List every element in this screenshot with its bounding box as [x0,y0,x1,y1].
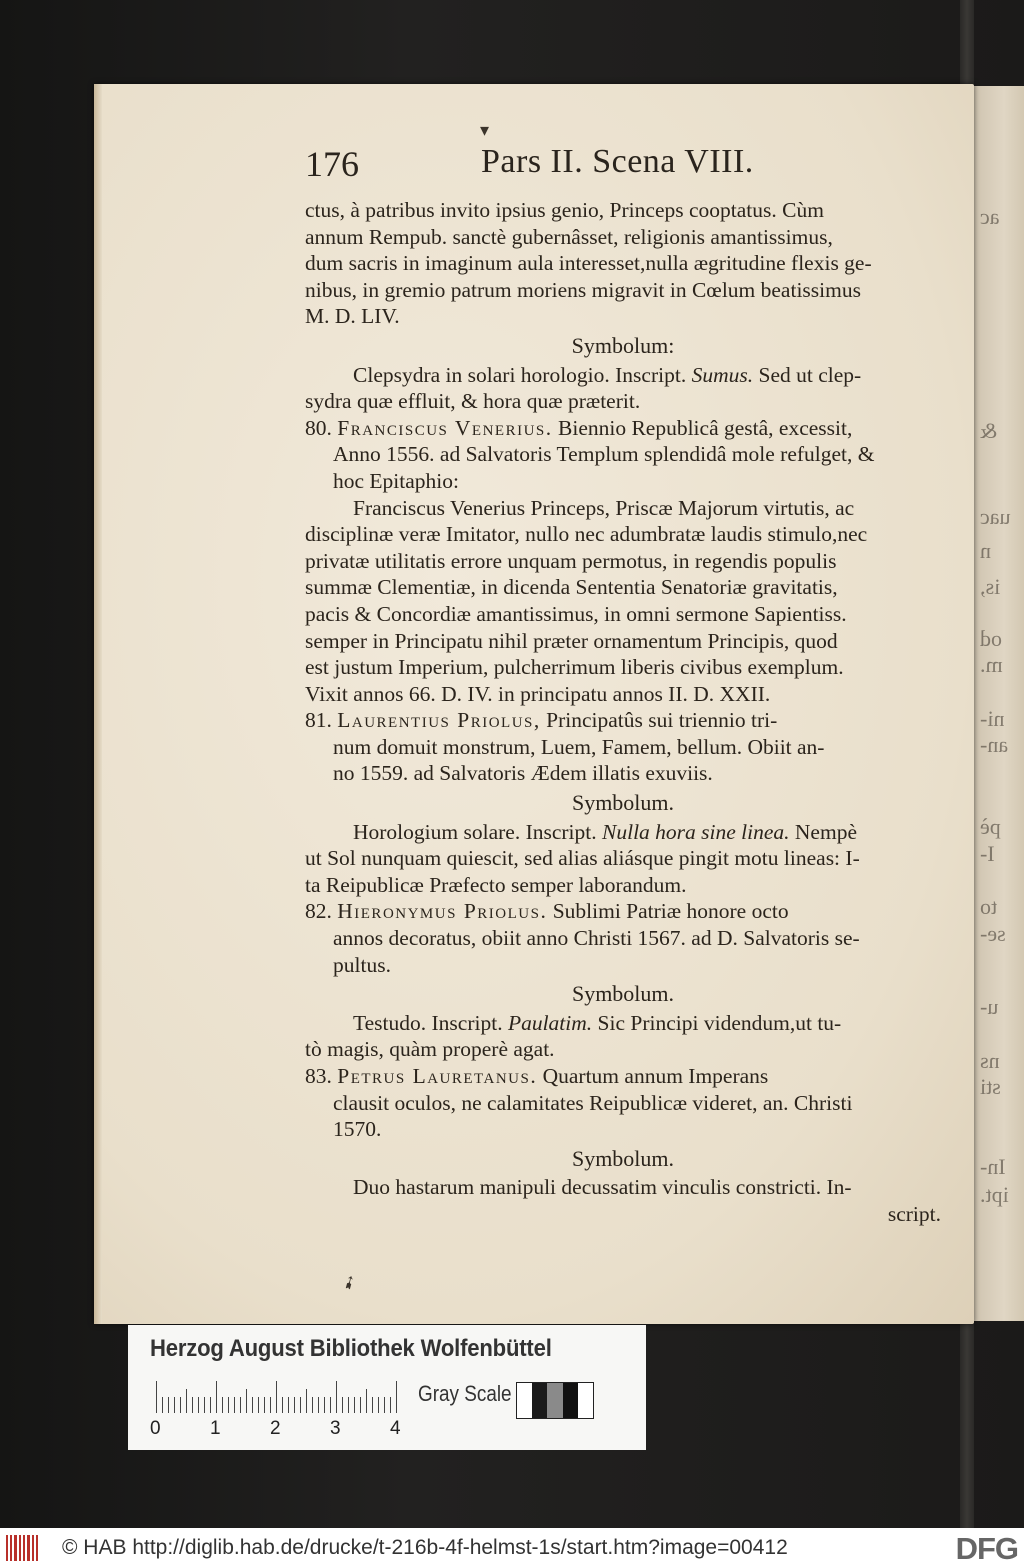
gray-swatch [532,1383,547,1418]
page-text [305,197,941,1228]
ruler-tick [216,1381,217,1413]
ruler-tick [240,1397,241,1413]
gray-swatch [547,1383,562,1418]
gray-swatch [578,1383,593,1418]
text-line: ctus, à patribus invito ipsius genio, Princeps cooptatus. Cùm [305,198,824,222]
ruler-tick [276,1381,277,1413]
dfg-logo: DFG [955,1531,1018,1566]
running-title: Pars II. Scena VIII. [481,143,754,180]
ruler-label: 2 [270,1418,281,1439]
text-line: no 1559. ad Salvatoris Ædem illatis exuviis. [333,761,713,786]
folio-number: 176 [305,144,359,184]
page-header [305,143,945,195]
facing-page-edge: ac & uac n is, od m. ni- an- pè I- to se- u- ns sti In- ipt. [974,86,1024,1321]
ruler-tick [378,1397,379,1413]
ruler-tick [288,1397,289,1413]
entry-81: 81. Laurentius Priolus, Principatûs sui triennio tri- [305,708,778,733]
ruler-tick [168,1397,169,1413]
text-line: ut Sol nunquam quiescit, sed alias aliásque pingit motu lineas: I- [305,846,860,871]
ruler-tick [384,1397,385,1413]
entry-82: 82. Hieronymus Priolus. Sublimi Patriæ honore octo [305,899,789,924]
gray-scale-label: Gray Scale [418,1381,512,1406]
ruler-label: 4 [390,1418,401,1439]
ruler-tick [228,1397,229,1413]
ruler-label: 1 [210,1418,221,1439]
epitaph-line: est justum Imperium, pulcherrimum liberis civibus exemplum. [305,655,844,680]
ruler-tick [180,1397,181,1413]
text-line: Anno 1556. ad Salvatoris Templum splendidâ mole refulget, & [333,442,875,467]
entry-83: 83. Petrus Lauretanus. Quartum annum Imperans [305,1064,769,1088]
text-line: annos decoratus, obiit anno Christi 1567. ad D. Salvatoris se- [333,926,860,951]
ruler-tick [156,1381,157,1413]
epitaph-line: summæ Clementiæ, in dicenda Sententia Senatoriæ gravitatis, [305,575,838,600]
ruler-tick [252,1397,253,1413]
epitaph-line: privatæ utilitatis errore unquam permotus, in regendis populis [305,548,837,573]
text-line: sydra quæ effluit, & hora quæ præterit. [305,389,641,414]
ruler-tick [186,1389,187,1413]
ruler-tick [366,1389,367,1413]
entry-80: 80. Franciscus Venerius. Biennio Republicâ gestâ, excessit, [305,415,853,440]
text-line: clausit oculos, ne calamitates Reipublicæ videret, an. Christi [333,1090,853,1115]
ruler-tick [324,1397,325,1413]
epitaph-line: disciplinæ veræ Imitator, nullo nec adumbratæ laudis stimulo,nec [305,522,868,547]
ruler-tick [174,1397,175,1413]
text-line: M. D. LIV. [305,304,400,329]
ruler-tick [210,1397,211,1413]
text-line: script. [887,1201,941,1226]
ruler-tick [258,1397,259,1413]
ruler-tick [246,1389,247,1413]
symbolum-heading: Symbolum. [571,790,675,816]
text-line: tò magis, quàm properè agat. [305,1037,555,1062]
hab-logo-icon [6,1535,50,1561]
library-name: Herzog August Bibliothek Wolfenbüttel [150,1335,552,1362]
ruler-tick [198,1397,199,1413]
ink-mark: ▾ [480,120,490,140]
ruler-tick [312,1397,313,1413]
epitaph-line: semper in Principatu nihil præter ornamentum Principis, quod [305,628,838,653]
ink-mark: ➹ [337,1269,361,1295]
text-line: Horologium solare. Inscript. Nulla hora sine linea. Nempè [353,819,857,844]
ruler-tick [342,1397,343,1413]
gray-swatch [517,1383,532,1418]
ruler-tick [192,1397,193,1413]
ruler-tick [300,1397,301,1413]
text-line: ta Reipublicæ Præfecto semper laborandum. [305,872,687,897]
ruler-tick [354,1397,355,1413]
epitaph-line: Franciscus Venerius Princeps, Priscæ Majorum virtutis, ac [353,495,855,520]
gray-swatch [563,1383,578,1418]
symbolum-heading: Symbolum: [571,332,675,358]
text-line: num domuit monstrum, Luem, Famem, bellum. Obiit an- [333,734,825,759]
text-line: dum sacris in imaginum aula interesset,nulla ægritudine flexis ge- [305,251,872,276]
text-line: Clepsydra in solari horologio. Inscript. Sumus. Sed ut clep- [353,362,862,387]
ruler-tick [294,1397,295,1413]
ruler-tick [162,1397,163,1413]
copyright-url[interactable]: © HAB http://diglib.hab.de/drucke/t-216b-4f-helmst-1s/start.htm?image=00412 [62,1535,788,1559]
text-line: pultus. [333,952,391,977]
text-line: hoc Epitaphio: [333,468,459,493]
ruler-tick [396,1381,397,1413]
color-calibration-card [128,1325,646,1450]
epitaph-line: Vixit annos 66. D. IV. in principatu annos II. D. XXII. [305,681,771,706]
ruler-tick [222,1397,223,1413]
ruler-tick [204,1397,205,1413]
text-line: nibus, in gremio patrum moriens migravit in Cœlum beatissimus [305,277,861,302]
symbolum-heading: Symbolum. [571,981,675,1007]
page-gutter-shadow [94,84,102,1324]
ruler-labels [150,1418,530,1440]
ruler-tick [348,1397,349,1413]
ruler-tick [234,1397,235,1413]
ruler-tick [306,1389,307,1413]
ruler-tick [390,1397,391,1413]
text-line: 1570. [333,1117,382,1142]
ruler-tick [336,1381,337,1413]
ruler-tick [264,1397,265,1413]
epitaph-line: pacis & Concordiæ amantissimus, in omni sermone Sapientiss. [305,601,847,626]
ruler-tick [318,1397,319,1413]
ruler-tick [270,1397,271,1413]
gray-scale-swatches [516,1382,594,1419]
ruler-tick [360,1397,361,1413]
ruler-label: 0 [150,1418,161,1439]
text-line: Duo hastarum manipuli decussatim vinculis constricti. In- [353,1175,852,1200]
ruler-label: 3 [330,1418,341,1439]
symbolum-heading: Symbolum. [571,1145,675,1171]
text-line: annum Rempub. sanctè gubernâsset, religionis amantissimus, [305,224,833,249]
footer-bar [0,1528,1024,1567]
ruler-tick [330,1397,331,1413]
ruler-tick [282,1397,283,1413]
ruler-tick [372,1397,373,1413]
text-line: Testudo. Inscript. Paulatim. Sic Principi videndum,ut tu- [353,1010,842,1035]
